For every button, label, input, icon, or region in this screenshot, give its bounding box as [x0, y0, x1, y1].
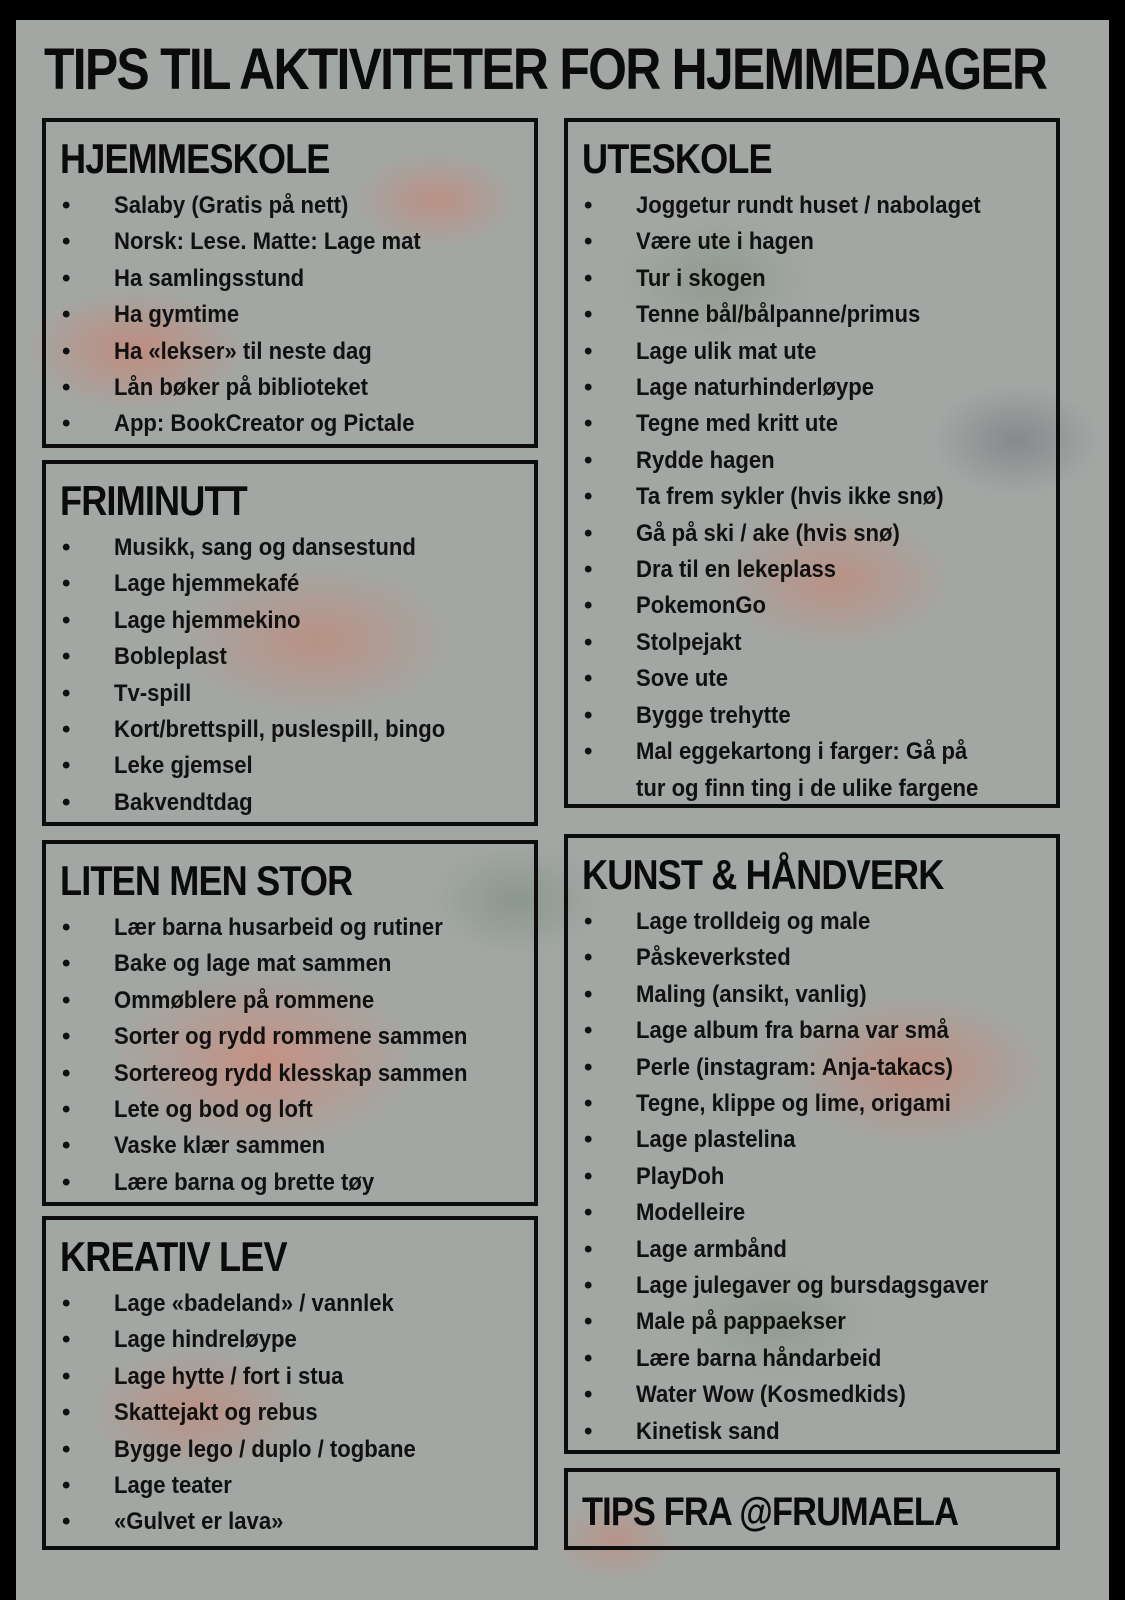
list-item — [582, 940, 1044, 976]
list-item-text: Bygge trehytte — [636, 701, 791, 729]
section-kunst-handverk — [564, 834, 1060, 1454]
list-item-text: Joggetur rundt huset / nabolaget — [636, 192, 981, 219]
list-item — [60, 1165, 522, 1201]
list-item-text: Vaske klær sammen — [114, 1132, 326, 1160]
bullet-icon: • — [62, 788, 71, 816]
list-item — [582, 334, 1044, 370]
bullet-icon: • — [62, 192, 71, 219]
list-item — [60, 1128, 522, 1164]
list-item — [582, 1159, 1044, 1195]
bullet-icon: • — [62, 1508, 71, 1536]
bullet-icon: • — [62, 410, 71, 438]
list-item — [60, 983, 522, 1019]
list-item-text: Kort/brettspill, puslespill, bingo — [114, 716, 446, 744]
list-item — [60, 1468, 522, 1504]
bullet-icon: • — [584, 592, 593, 620]
list-item — [582, 904, 1044, 940]
list-item — [60, 334, 522, 370]
activity-list — [60, 530, 522, 821]
credit-text: TIPS FRA @FRUMAELA — [582, 1490, 959, 1534]
list-item — [60, 1322, 522, 1358]
bullet-icon: • — [584, 264, 593, 292]
bullet-icon: • — [62, 228, 71, 256]
list-item-text: Lage hjemmekino — [114, 606, 301, 634]
list-item-text: Bygge lego / duplo / togbane — [114, 1435, 416, 1463]
list-item — [60, 224, 522, 260]
bullet-icon: • — [62, 1023, 71, 1051]
credit-box — [564, 1468, 1060, 1550]
list-item — [582, 1013, 1044, 1049]
list-item-text: Tenne bål/bålpanne/primus — [636, 301, 921, 329]
bullet-icon: • — [62, 950, 71, 978]
bullet-icon: • — [584, 483, 593, 511]
bullet-icon: • — [584, 738, 593, 766]
bullet-icon: • — [584, 1017, 593, 1045]
bullet-icon: • — [62, 1059, 71, 1087]
list-item — [60, 297, 522, 333]
bullet-icon: • — [584, 519, 593, 547]
list-item-text: App: BookCreator og Pictale — [114, 410, 415, 438]
list-item — [60, 1019, 522, 1055]
list-item-text: Water Wow (Kosmedkids) — [636, 1381, 906, 1409]
bullet-icon: • — [62, 643, 71, 671]
list-item-text: Ha samlingsstund — [114, 264, 305, 292]
list-item — [582, 1268, 1044, 1304]
list-item-text: Lage ulik mat ute — [636, 337, 817, 365]
list-item-text: Lete og bod og loft — [114, 1096, 313, 1124]
list-item — [60, 406, 522, 442]
list-item — [582, 261, 1044, 297]
list-item-text: Stolpejakt — [636, 628, 742, 656]
section-heading: KUNST & HÅNDVERK — [582, 851, 944, 898]
list-item-text: Tur i skogen — [636, 264, 766, 292]
list-item — [582, 443, 1044, 479]
list-item — [582, 297, 1044, 333]
bullet-icon: • — [584, 556, 593, 584]
list-item — [582, 1122, 1044, 1158]
list-item — [60, 676, 522, 712]
list-item — [60, 370, 522, 406]
bullet-icon: • — [62, 1168, 71, 1196]
list-item-text: Modelleire — [636, 1199, 746, 1227]
list-item — [60, 712, 522, 748]
bullet-icon: • — [584, 1235, 593, 1263]
list-item-text: Ta frem sykler (hvis ikke snø) — [636, 483, 944, 511]
list-item-text: Perle (instagram: Anja-takacs) — [636, 1053, 954, 1081]
list-item-text: Påskeverksted — [636, 944, 791, 972]
list-item-text: Lage trolldeig og male — [636, 908, 871, 935]
list-item — [582, 1086, 1044, 1122]
list-item-text: tur og finn ting i de ulike fargene — [636, 774, 979, 802]
bullet-icon: • — [584, 944, 593, 972]
list-item — [60, 566, 522, 602]
activity-list — [60, 188, 522, 443]
list-item-text: Være ute i hagen — [636, 228, 814, 256]
list-item-text: Kinetisk sand — [636, 1417, 780, 1445]
bullet-icon: • — [584, 410, 593, 438]
list-item-text: Salaby (Gratis på nett) — [114, 192, 349, 219]
bullet-icon: • — [584, 1126, 593, 1154]
list-item — [60, 530, 522, 566]
list-item-text: Ha gymtime — [114, 301, 240, 329]
list-item — [582, 771, 1044, 807]
bullet-icon: • — [584, 1053, 593, 1081]
list-item — [582, 224, 1044, 260]
list-item-text: Lage teater — [114, 1472, 232, 1500]
list-item — [60, 1395, 522, 1431]
list-item — [582, 516, 1044, 552]
list-item — [60, 639, 522, 675]
bullet-icon: • — [62, 606, 71, 634]
section-heading: KREATIV LEV — [60, 1233, 287, 1280]
list-item-text: Lage julegaver og bursdagsgaver — [636, 1272, 989, 1300]
activity-list — [582, 188, 1044, 807]
bullet-icon: • — [584, 665, 593, 693]
activity-list — [60, 910, 522, 1201]
bullet-icon: • — [62, 1326, 71, 1354]
bullet-icon: • — [62, 337, 71, 365]
bullet-icon: • — [62, 264, 71, 292]
bullet-icon: • — [62, 534, 71, 561]
list-item — [582, 1195, 1044, 1231]
list-item — [60, 1092, 522, 1128]
page-title: TIPS TIL AKTIVITETER FOR HJEMMEDAGER — [44, 37, 1047, 102]
list-item-text: Lage naturhinderløype — [636, 374, 875, 402]
bullet-icon: • — [584, 1381, 593, 1409]
bullet-icon: • — [62, 1362, 71, 1390]
list-item — [60, 603, 522, 639]
list-item-text: Ommøblere på rommene — [114, 986, 375, 1014]
section-heading: HJEMMESKOLE — [60, 135, 330, 182]
bullet-icon: • — [62, 1290, 71, 1317]
list-item-text: Tegne med kritt ute — [636, 410, 839, 438]
list-item — [60, 910, 522, 946]
bullet-icon: • — [584, 1272, 593, 1300]
list-item-text: «Gulvet er lava» — [114, 1508, 284, 1536]
list-item-text: Ha «lekser» til neste dag — [114, 337, 372, 365]
section-heading: UTESKOLE — [582, 135, 772, 182]
section-friminutt — [42, 460, 538, 826]
list-item — [60, 1286, 522, 1322]
section-kreativ-lev — [42, 1216, 538, 1550]
list-item-text: Lage plastelina — [636, 1126, 796, 1154]
list-item-text: Bakvendtdag — [114, 788, 253, 816]
list-item-text: Musikk, sang og dansestund — [114, 534, 416, 561]
list-item — [582, 1377, 1044, 1413]
list-item — [582, 661, 1044, 697]
list-item — [582, 552, 1044, 588]
list-item-text: Lære barna og brette tøy — [114, 1168, 375, 1196]
bullet-icon: • — [584, 192, 593, 219]
bullet-icon: • — [62, 1096, 71, 1124]
bullet-icon: • — [584, 1344, 593, 1372]
bullet-icon: • — [584, 701, 593, 729]
bullet-icon: • — [584, 374, 593, 402]
list-item-text: Lære barna håndarbeid — [636, 1344, 882, 1372]
list-item — [582, 479, 1044, 515]
list-item — [582, 625, 1044, 661]
bullet-icon: • — [62, 1132, 71, 1160]
bullet-icon: • — [584, 1417, 593, 1445]
list-item-text: Sortereog rydd klesskap sammen — [114, 1059, 468, 1087]
section-hjemmeskole — [42, 118, 538, 448]
list-item-text: Dra til en lekeplass — [636, 556, 837, 584]
bullet-icon: • — [62, 1435, 71, 1463]
bullet-icon: • — [62, 1472, 71, 1500]
list-item — [60, 1359, 522, 1395]
bullet-icon: • — [62, 716, 71, 744]
list-item — [582, 698, 1044, 734]
list-item-text: PokemonGo — [636, 592, 767, 620]
list-item-text: Lær barna husarbeid og rutiner — [114, 914, 443, 941]
bullet-icon: • — [584, 1090, 593, 1118]
list-item — [60, 785, 522, 821]
list-item — [582, 734, 1044, 770]
bullet-icon: • — [584, 980, 593, 1008]
list-item-text: Lage album fra barna var små — [636, 1017, 949, 1045]
bullet-icon: • — [62, 986, 71, 1014]
section-liten-men-stor — [42, 840, 538, 1206]
poster-background — [16, 20, 1109, 1600]
bullet-icon: • — [62, 570, 71, 598]
bullet-icon: • — [584, 908, 593, 935]
list-item-text: Bobleplast — [114, 643, 227, 671]
list-item-text: Mal eggekartong i farger: Gå på — [636, 738, 968, 766]
list-item — [582, 188, 1044, 224]
list-item-text: PlayDoh — [636, 1162, 725, 1190]
list-item-text: Lage «badeland» / vannlek — [114, 1290, 394, 1317]
list-item — [582, 1414, 1044, 1450]
list-item — [60, 1504, 522, 1540]
list-item — [582, 1232, 1044, 1268]
bullet-icon: • — [584, 1308, 593, 1336]
list-item-text: Lage hjemmekafé — [114, 570, 300, 598]
list-item-text: Lage hytte / fort i stua — [114, 1362, 344, 1390]
list-item-text: Male på pappaekser — [636, 1308, 846, 1336]
bullet-icon: • — [584, 628, 593, 656]
list-item-text: Maling (ansikt, vanlig) — [636, 980, 867, 1008]
list-item — [582, 1050, 1044, 1086]
bullet-icon: • — [584, 1162, 593, 1190]
list-item-text: Lage armbånd — [636, 1235, 787, 1263]
list-item — [582, 406, 1044, 442]
section-heading: FRIMINUTT — [60, 477, 247, 524]
list-item-text: Sorter og rydd rommene sammen — [114, 1023, 468, 1051]
list-item-text: Lage hindreløype — [114, 1326, 297, 1354]
list-item — [582, 1341, 1044, 1377]
list-item-text: Bake og lage mat sammen — [114, 950, 392, 978]
list-item-text: Tv-spill — [114, 679, 192, 707]
section-heading: LITEN MEN STOR — [60, 857, 353, 904]
list-item-text: Skattejakt og rebus — [114, 1399, 318, 1427]
bullet-icon: • — [584, 228, 593, 256]
list-item — [60, 748, 522, 784]
list-item — [60, 261, 522, 297]
bullet-icon: • — [584, 1199, 593, 1227]
bullet-icon: • — [62, 752, 71, 780]
bullet-icon: • — [584, 337, 593, 365]
bullet-icon: • — [62, 914, 71, 941]
list-item — [582, 1304, 1044, 1340]
bullet-icon: • — [584, 446, 593, 474]
list-item-text: Rydde hagen — [636, 446, 775, 474]
bullet-icon: • — [62, 1399, 71, 1427]
list-item — [582, 977, 1044, 1013]
activity-list — [582, 904, 1044, 1450]
list-item — [60, 1432, 522, 1468]
bullet-icon: • — [62, 374, 71, 402]
list-item-text: Lån bøker på biblioteket — [114, 374, 368, 402]
bullet-icon: • — [584, 301, 593, 329]
list-item-text: Leke gjemsel — [114, 752, 253, 780]
list-item — [60, 1056, 522, 1092]
section-uteskole — [564, 118, 1060, 808]
bullet-icon: • — [62, 679, 71, 707]
list-item — [60, 188, 522, 224]
list-item-text: Gå på ski / ake (hvis snø) — [636, 519, 900, 547]
list-item-text: Tegne, klippe og lime, origami — [636, 1090, 951, 1118]
bullet-icon: • — [62, 301, 71, 329]
list-item — [582, 370, 1044, 406]
list-item — [582, 588, 1044, 624]
list-item-text: Sove ute — [636, 665, 729, 693]
list-item — [60, 946, 522, 982]
list-item-text: Norsk: Lese. Matte: Lage mat — [114, 228, 421, 256]
activity-list — [60, 1286, 522, 1541]
